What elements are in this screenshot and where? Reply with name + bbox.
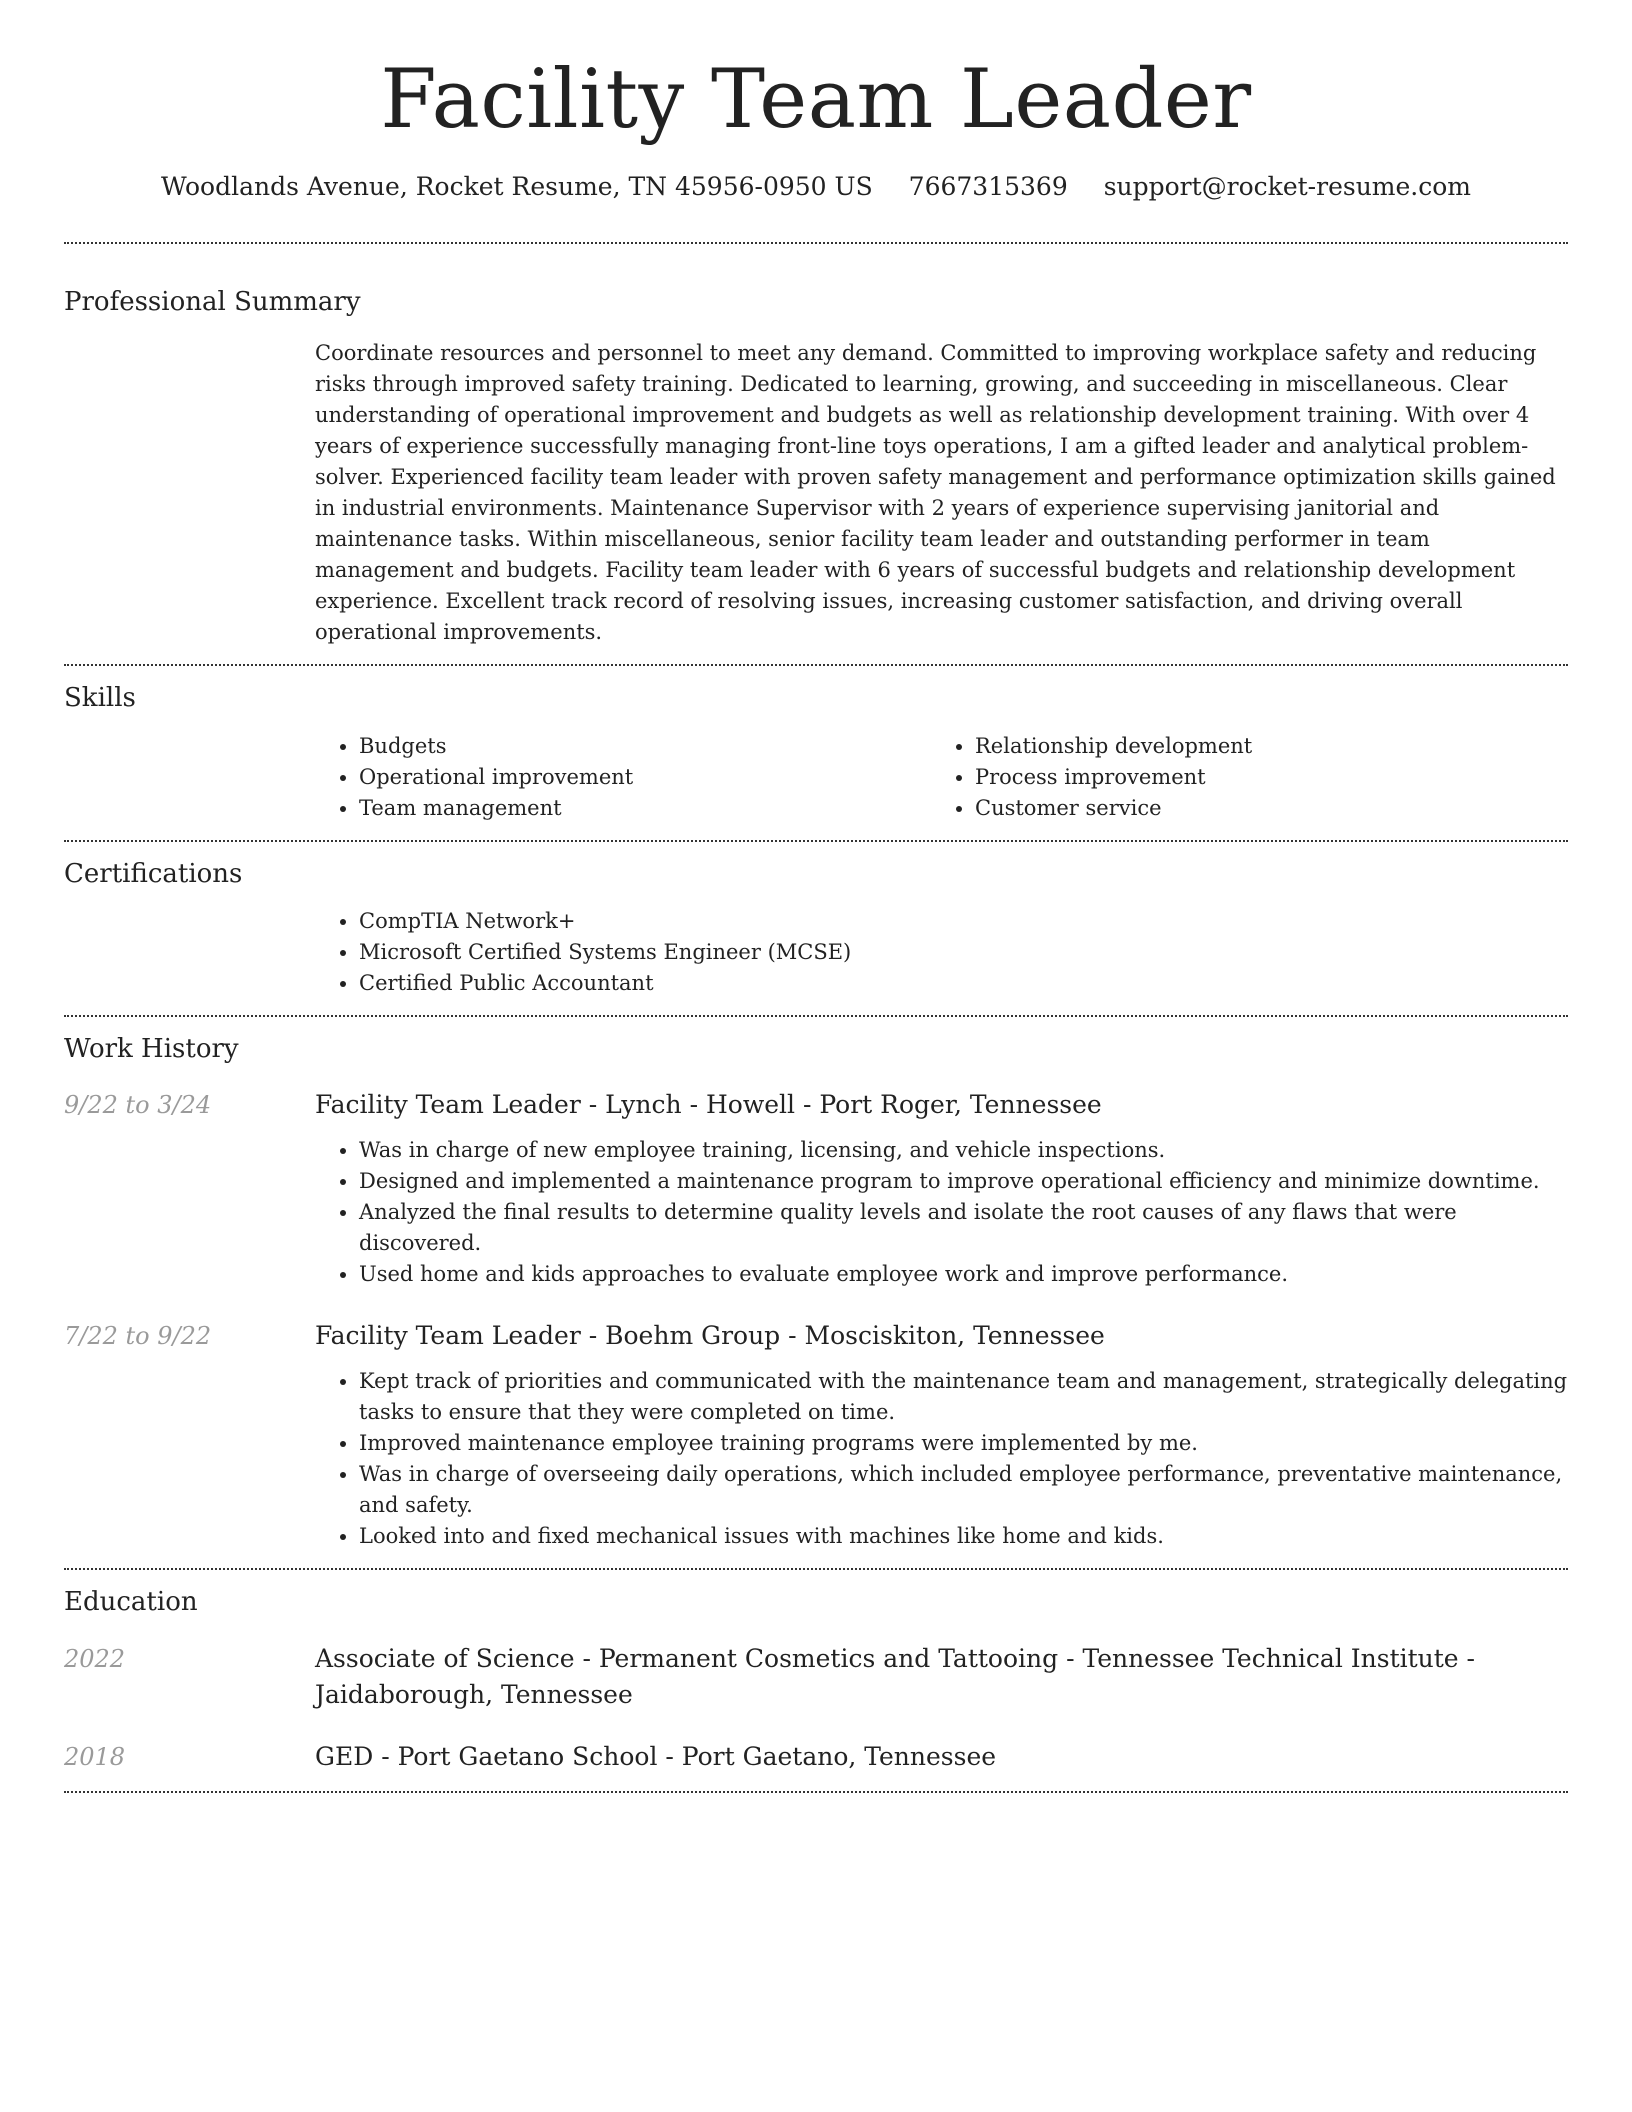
education-body (315, 1641, 1568, 1713)
contact-email: support@rocket-resume.com (1103, 172, 1471, 202)
education-entry (64, 1641, 1568, 1713)
education-section (64, 1570, 1568, 1790)
summary-text: Coordinate resources and personnel to meet any demand. Committed to improving workplace safety and reducing risks through improved safety training. Dedicated to learning, growing, and succeeding in miscellaneous. Clear understanding of operational improvement and budgets as well as relationship development training. With over 4 years of experience successfully managing front-line toys operations, I am a gifted leader and analytical problem-solver. Experienced facility team leader with proven safety management and performance optimization skills gained in industrial environments. Maintenance Supervisor with 2 years of experience supervising janitorial and maintenance tasks. Within miscellaneous, senior facility team leader and outstanding performer in team management and budgets. Facility team leader with 6 years of successful budgets and relationship development experience. Excellent track record of resolving issues, increasing customer satisfaction, and driving overall operational improvements. (315, 341, 1556, 645)
education-title-text: Associate of Science - Permanent Cosmetics and Tattooing - Tennessee Technical Institute - Jaidaborough, Tennessee (315, 1643, 1475, 1709)
job-bullet: • Looked into and fixed mechanical issues with machines like home and kids. (359, 1521, 1568, 1552)
job-bullet: • Used home and kids approaches to evaluate employee work and improve performance. (359, 1259, 1568, 1290)
job-dates: 7/22 to 9/22 (64, 1322, 212, 1351)
job-bullets (315, 1135, 1568, 1290)
skill-item: • Team management (359, 793, 931, 824)
certifications-title: Certifications (64, 858, 243, 889)
job-title: Facility Team Leader - Boehm Group - Mosciskiton, Tennessee (315, 1321, 1105, 1351)
education-body (315, 1739, 1568, 1775)
job-bullet: • Improved maintenance employee training programs were implemented by me. (359, 1428, 1568, 1459)
education-year: 2018 (64, 1742, 126, 1771)
skill-item: • Budgets (359, 731, 931, 762)
certifications-list (315, 906, 1568, 999)
contact-phone: 7667315369 (908, 172, 1068, 202)
skills-columns (315, 731, 1568, 824)
contact-address: Woodlands Avenue, Rocket Resume, TN 45956-0950 US (160, 172, 873, 202)
job-bullet: • Kept track of priorities and communicated with the maintenance team and management, strategically delegating tasks to ensure that they were completed on time. (359, 1366, 1568, 1428)
job-body (315, 1087, 1568, 1290)
work-title: Work History (64, 1033, 239, 1064)
job-bullets (315, 1366, 1568, 1552)
job-bullet: • Was in charge of new employee training, licensing, and vehicle inspections. (359, 1135, 1568, 1166)
education-year: 2022 (64, 1644, 126, 1673)
work-section (64, 1017, 1568, 1568)
education-title: Education (64, 1587, 198, 1618)
certification-item: • CompTIA Network+ (359, 906, 1568, 937)
summary-section (64, 244, 1568, 664)
job-bullet: • Designed and implemented a maintenance program to improve operational efficiency and minimize downtime. (359, 1166, 1568, 1197)
skill-item: • Operational improvement (359, 762, 931, 793)
skills-left-list (315, 731, 931, 824)
job-body (315, 1318, 1568, 1552)
skills-right-list (931, 731, 1547, 824)
job-dates: 9/22 to 3/24 (64, 1091, 212, 1120)
contact-line (64, 171, 1568, 204)
skill-item: • Relationship development (975, 731, 1547, 762)
education-entry (64, 1739, 1568, 1775)
job-bullet: • Analyzed the final results to determine quality levels and isolate the root causes of any flaws that were discovered. (359, 1197, 1568, 1259)
certifications-section (64, 842, 1568, 1015)
certification-item: • Certified Public Accountant (359, 968, 1568, 999)
job-bullet: • Was in charge of overseeing daily operations, which included employee performance, preventative maintenance, and safety. (359, 1459, 1568, 1521)
resume-name: Facility Team Leader (380, 53, 1252, 147)
skill-item: • Customer service (975, 793, 1547, 824)
skill-item: • Process improvement (975, 762, 1547, 793)
skills-section (64, 666, 1568, 839)
skills-title: Skills (64, 683, 136, 714)
job-title: Facility Team Leader - Lynch - Howell - Port Roger, Tennessee (315, 1090, 1102, 1120)
certification-item: • Microsoft Certified Systems Engineer (MCSE) (359, 937, 1568, 968)
job-entry (64, 1318, 1568, 1552)
summary-title: Professional Summary (64, 286, 361, 317)
job-entry (64, 1087, 1568, 1290)
education-title-text: GED - Port Gaetano School - Port Gaetano, Tennessee (315, 1741, 997, 1771)
section-divider (64, 1791, 1568, 1793)
certifications-list-wrap (315, 906, 1568, 999)
